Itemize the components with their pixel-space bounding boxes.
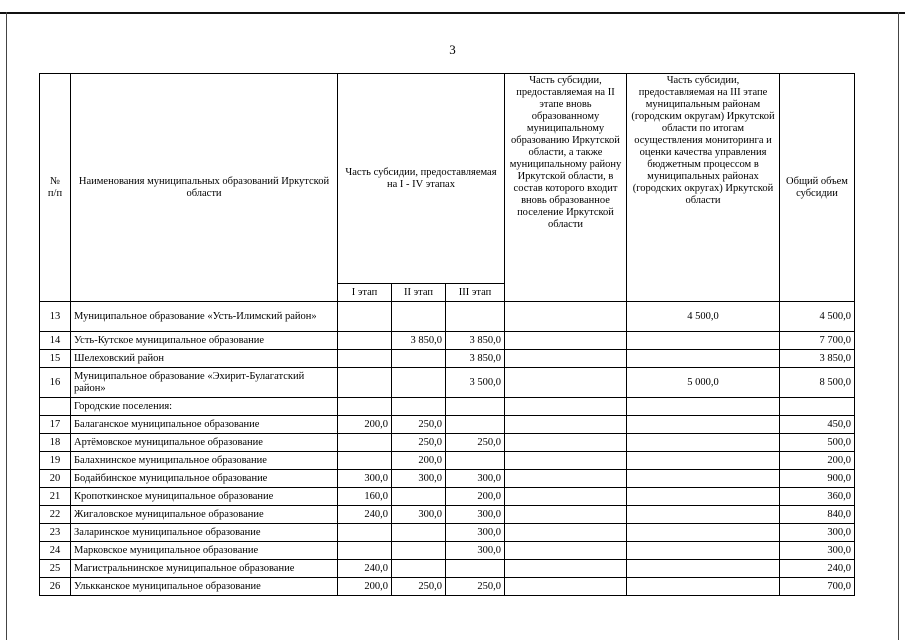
header-name: Наименования муниципальных образований Иркутской области <box>71 74 338 302</box>
row-number: 15 <box>40 350 71 368</box>
subsidy-table <box>39 73 855 596</box>
row-number: 13 <box>40 302 71 332</box>
section-cell <box>446 398 505 416</box>
row-name: Улькканское муниципальное образование <box>71 578 338 596</box>
row-number: 16 <box>40 368 71 398</box>
scan-edge-right <box>898 12 899 640</box>
row-stage-3-monitoring <box>627 506 780 524</box>
table-row <box>40 434 855 452</box>
row-stage-1 <box>338 368 392 398</box>
row-name: Заларинское муниципальное образование <box>71 524 338 542</box>
row-name: Балаганское муниципальное образование <box>71 416 338 434</box>
row-stage-3: 200,0 <box>446 488 505 506</box>
row-stage-1 <box>338 302 392 332</box>
row-number: 26 <box>40 578 71 596</box>
row-stage-3-monitoring <box>627 452 780 470</box>
table-row <box>40 578 855 596</box>
row-stage-2-new-entity <box>505 488 627 506</box>
row-stage-3 <box>446 302 505 332</box>
row-stage-3-monitoring <box>627 488 780 506</box>
row-name: Магистральнинское муниципальное образование <box>71 560 338 578</box>
row-stage-2-new-entity <box>505 470 627 488</box>
row-stage-3-monitoring <box>627 542 780 560</box>
row-name: Бодайбинское муниципальное образование <box>71 470 338 488</box>
row-name: Марковское муниципальное образование <box>71 542 338 560</box>
section-cell <box>627 398 780 416</box>
row-number: 17 <box>40 416 71 434</box>
header-stages-1-4: Часть субсидии, предоставляемая на I - IV этапах <box>338 74 505 284</box>
table-row <box>40 524 855 542</box>
row-total: 4 500,0 <box>780 302 855 332</box>
row-name: Жигаловское муниципальное образование <box>71 506 338 524</box>
row-stage-2: 200,0 <box>392 452 446 470</box>
row-stage-1: 240,0 <box>338 506 392 524</box>
row-stage-2 <box>392 350 446 368</box>
row-stage-2 <box>392 560 446 578</box>
row-number: 14 <box>40 332 71 350</box>
row-total: 700,0 <box>780 578 855 596</box>
table-row <box>40 332 855 350</box>
table-row <box>40 470 855 488</box>
row-stage-1 <box>338 452 392 470</box>
row-total: 240,0 <box>780 560 855 578</box>
row-number: 19 <box>40 452 71 470</box>
row-stage-3-monitoring <box>627 332 780 350</box>
row-number: 21 <box>40 488 71 506</box>
row-stage-3: 300,0 <box>446 470 505 488</box>
section-cell <box>505 398 627 416</box>
row-name: Кропоткинское муниципальное образование <box>71 488 338 506</box>
row-stage-3: 300,0 <box>446 542 505 560</box>
row-stage-2-new-entity <box>505 578 627 596</box>
row-stage-3 <box>446 416 505 434</box>
row-stage-1: 240,0 <box>338 560 392 578</box>
header-stage-2: II этап <box>392 284 446 302</box>
header-total: Общий объем субсидии <box>780 74 855 302</box>
row-total: 900,0 <box>780 470 855 488</box>
row-total: 840,0 <box>780 506 855 524</box>
row-stage-1 <box>338 542 392 560</box>
row-stage-2 <box>392 368 446 398</box>
row-stage-2: 300,0 <box>392 506 446 524</box>
row-stage-3-monitoring: 5 000,0 <box>627 368 780 398</box>
row-stage-3: 3 500,0 <box>446 368 505 398</box>
row-stage-2 <box>392 542 446 560</box>
section-cell <box>780 398 855 416</box>
row-stage-3 <box>446 560 505 578</box>
row-total: 360,0 <box>780 488 855 506</box>
section-label: Городские поселения: <box>71 398 338 416</box>
header-num: № п/п <box>40 74 71 302</box>
row-total: 7 700,0 <box>780 332 855 350</box>
table-row <box>40 416 855 434</box>
row-stage-1: 160,0 <box>338 488 392 506</box>
row-stage-3: 250,0 <box>446 434 505 452</box>
row-name: Муниципальное образование «Усть-Илимский район» <box>71 302 338 332</box>
row-name: Балахнинское муниципальное образование <box>71 452 338 470</box>
header-stage-2-new-entity: Часть субсидии, предоставляемая на II этапе вновь образованному муниципальному образованию Иркутской области, а также муниципальному району Иркутской области, в состав которого входит вновь образованное поселение Иркутской области <box>505 74 627 302</box>
header-stage-1: I этап <box>338 284 392 302</box>
table-body-urban <box>40 416 855 596</box>
row-number: 22 <box>40 506 71 524</box>
row-stage-2-new-entity <box>505 560 627 578</box>
header-stage-3: III этап <box>446 284 505 302</box>
row-total: 500,0 <box>780 434 855 452</box>
row-stage-2 <box>392 488 446 506</box>
table-row <box>40 452 855 470</box>
row-stage-3-monitoring <box>627 350 780 368</box>
table-row <box>40 368 855 398</box>
row-stage-1: 200,0 <box>338 416 392 434</box>
row-stage-2-new-entity <box>505 524 627 542</box>
header-stage-3-monitoring: Часть субсидии, предоставляемая на III этапе муниципальным районам (городским округам) Иркутской области по итогам осуществления мониторинга и оценки качества управления бюджетным процессом в муниципальных районах (городских округах) Иркутской области <box>627 74 780 302</box>
row-total: 300,0 <box>780 542 855 560</box>
row-stage-2-new-entity <box>505 368 627 398</box>
row-total: 200,0 <box>780 452 855 470</box>
row-stage-3-monitoring <box>627 524 780 542</box>
row-name: Усть-Кутское муниципальное образование <box>71 332 338 350</box>
row-stage-2: 250,0 <box>392 416 446 434</box>
row-stage-3-monitoring: 4 500,0 <box>627 302 780 332</box>
scan-edge-left <box>6 12 7 640</box>
table-row <box>40 302 855 332</box>
table-body-districts <box>40 302 855 398</box>
row-stage-3-monitoring <box>627 416 780 434</box>
row-stage-3-monitoring <box>627 470 780 488</box>
row-stage-3: 3 850,0 <box>446 332 505 350</box>
row-name: Шелеховский район <box>71 350 338 368</box>
row-stage-3: 250,0 <box>446 578 505 596</box>
row-stage-1 <box>338 524 392 542</box>
row-name: Муниципальное образование «Эхирит-Булагатский район» <box>71 368 338 398</box>
row-total: 3 850,0 <box>780 350 855 368</box>
row-stage-1 <box>338 350 392 368</box>
row-stage-2-new-entity <box>505 416 627 434</box>
scan-edge-top <box>0 12 905 14</box>
row-stage-1 <box>338 332 392 350</box>
row-stage-2-new-entity <box>505 350 627 368</box>
row-stage-2-new-entity <box>505 302 627 332</box>
row-number: 18 <box>40 434 71 452</box>
row-stage-3-monitoring <box>627 434 780 452</box>
page-number: 3 <box>449 42 456 57</box>
row-number: 23 <box>40 524 71 542</box>
section-num-cell <box>40 398 71 416</box>
row-stage-2-new-entity <box>505 452 627 470</box>
row-stage-3 <box>446 452 505 470</box>
row-stage-2: 300,0 <box>392 470 446 488</box>
row-stage-2 <box>392 302 446 332</box>
row-stage-2-new-entity <box>505 434 627 452</box>
row-stage-2-new-entity <box>505 542 627 560</box>
row-stage-3-monitoring <box>627 560 780 578</box>
row-stage-1 <box>338 434 392 452</box>
row-stage-1: 300,0 <box>338 470 392 488</box>
row-number: 20 <box>40 470 71 488</box>
section-cell <box>392 398 446 416</box>
row-stage-2: 250,0 <box>392 434 446 452</box>
row-total: 8 500,0 <box>780 368 855 398</box>
row-total: 300,0 <box>780 524 855 542</box>
table-row <box>40 506 855 524</box>
row-stage-1: 200,0 <box>338 578 392 596</box>
section-cell <box>338 398 392 416</box>
table-row <box>40 488 855 506</box>
row-stage-3: 300,0 <box>446 506 505 524</box>
row-stage-3: 3 850,0 <box>446 350 505 368</box>
table-row <box>40 560 855 578</box>
row-stage-2: 250,0 <box>392 578 446 596</box>
row-name: Артёмовское муниципальное образование <box>71 434 338 452</box>
row-stage-2-new-entity <box>505 506 627 524</box>
row-stage-3: 300,0 <box>446 524 505 542</box>
row-total: 450,0 <box>780 416 855 434</box>
table-row <box>40 542 855 560</box>
row-number: 25 <box>40 560 71 578</box>
row-number: 24 <box>40 542 71 560</box>
section-row <box>40 398 855 416</box>
table-row <box>40 350 855 368</box>
row-stage-2 <box>392 524 446 542</box>
row-stage-2: 3 850,0 <box>392 332 446 350</box>
row-stage-3-monitoring <box>627 578 780 596</box>
table-body-section <box>40 398 855 416</box>
row-stage-2-new-entity <box>505 332 627 350</box>
